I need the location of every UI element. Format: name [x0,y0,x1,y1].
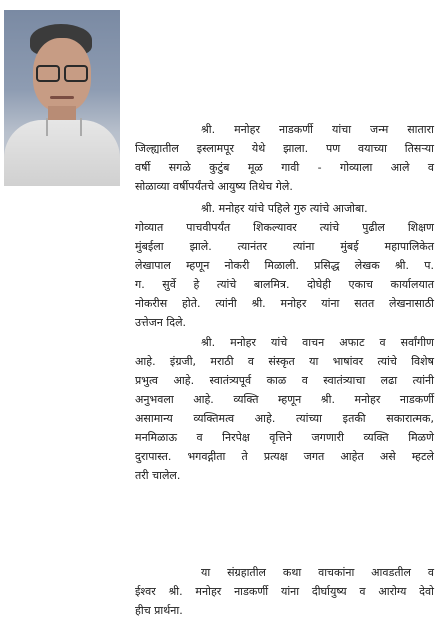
text-line: मुंबईला झाले. त्यानंतर त्यांना मुंबई महापालिकेत [135,240,434,253]
text-line: गोव्यात पाचवीपर्यंत शिकल्यावर त्यांचे पुढील शिक्षण [135,221,434,234]
photo-mouth [50,96,74,99]
text-line: दुरापास्त. भगवद्गीता ते प्रत्यक्ष जगत आहेत असे म्हटले [135,450,434,463]
paragraph-personality [135,333,434,485]
paragraph-education [135,199,434,332]
text-line: असामान्य व्यक्तिमत्व आहे. त्यांच्या इतकी सकारात्मक, [135,412,434,425]
text-line: ग. सुर्वे हे त्यांचे बालमित्र. दोघेही एकाच कार्यालयात [135,278,434,291]
text-line: श्री. मनोहर नाडकर्णी यांचा जन्म सातारा [201,123,434,136]
photo-collar [46,118,82,136]
text-line: नोकरीस होते. त्यांनी श्री. मनोहर यांना सतत लेखनासाठी [135,297,434,310]
photo-glasses [35,65,89,79]
text-line: आहे. इंग्रजी, मराठी व संस्कृत या भाषांवर त्यांचे विशेष [135,355,434,368]
text-line: या संग्रहातील कथा वाचकांना आवडतील व [201,566,434,579]
paragraph-wishes [135,563,434,620]
text-line: अनुभवला आहे. व्यक्ति म्हणून श्री. मनोहर नाडकर्णी [135,393,434,406]
text-line: वर्षी सगळे कुटुंब मूळ गावी - गोव्याला आले व [135,161,434,174]
text-line: श्री. मनोहर यांचे पहिले गुरु त्यांचे आजोबा. [201,202,368,215]
text-line: तरी चालेल. [135,469,181,482]
text-line: श्री. मनोहर यांचे वाचन अफाट व सर्वांगीण [201,336,434,349]
text-line: हीच प्रार्थना. [135,604,183,617]
text-line: सोळाव्या वर्षीपर्यंतचे आयुष्य तिथेच गेले. [135,180,293,193]
text-line: ईश्वर श्री. मनोहर नाडकर्णी यांना दीर्घायुष्य व आरोग्य देवो [135,585,434,598]
text-line: उत्तेजन दिले. [135,316,187,329]
text-line: जिल्ह्यातील इस्लामपूर येथे झाला. पण वयाच्या तिसऱ्या [135,142,434,155]
text-line: मनमिळाऊ व निरपेक्ष वृत्तिने जगणारी व्यक्ति मिळणे [135,431,434,444]
text-line: लेखापाल म्हणून नोकरी मिळाली. प्रसिद्ध लेखक श्री. प. [135,259,434,272]
paragraph-birth [135,120,434,196]
author-photo [4,10,120,186]
text-line: प्रभुत्व आहे. स्वातंत्र्यपूर्व काळ व स्वातंत्र्याचा लढा त्यांनी [135,374,434,387]
